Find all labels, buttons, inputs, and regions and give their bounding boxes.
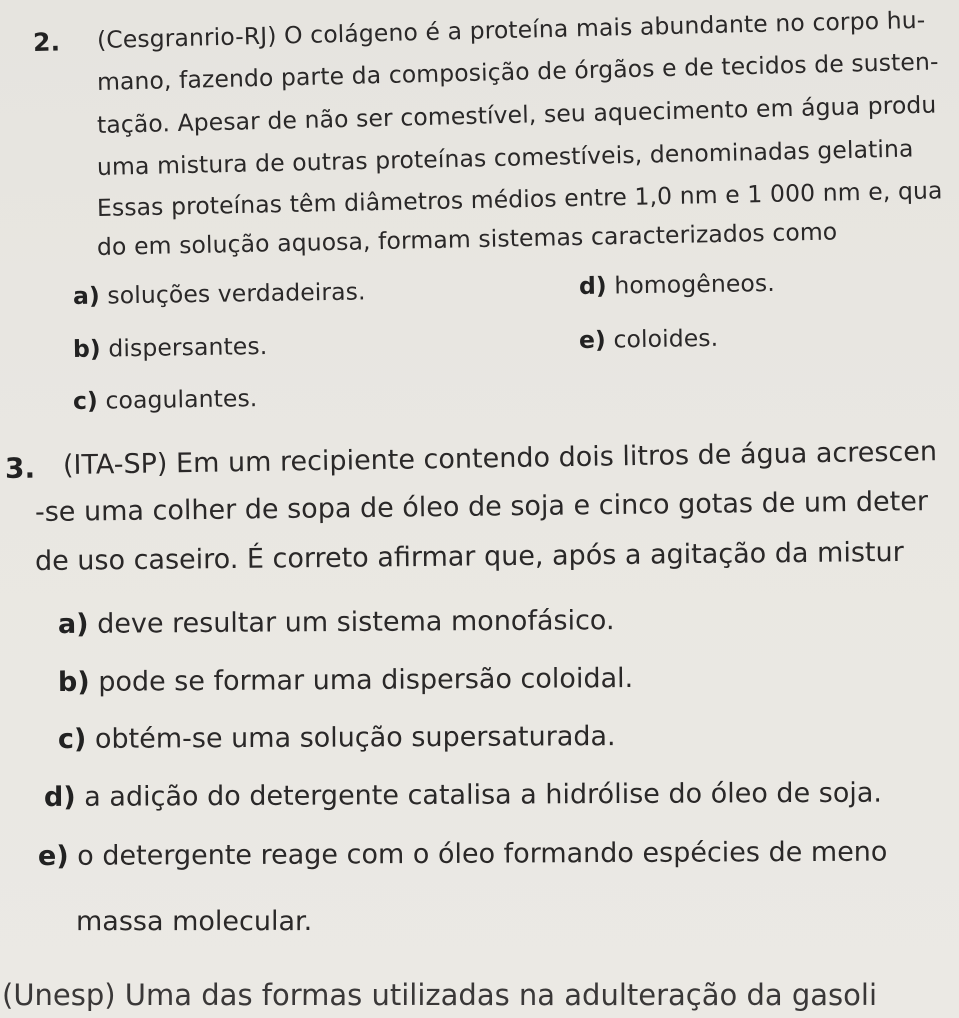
question-2-option-c bbox=[73, 384, 258, 415]
question-2-option-a bbox=[73, 277, 366, 310]
option-text: dispersantes. bbox=[108, 331, 268, 363]
option-text: pode se formar uma dispersão coloidal. bbox=[98, 662, 634, 698]
option-text: soluções verdadeiras. bbox=[107, 277, 366, 310]
question-2-line-1: (Cesgranrio-RJ) O colágeno é a proteína mais abundante no corpo hu- bbox=[96, 5, 926, 54]
option-text: a adição do detergente catalisa a hidrólise do óleo de soja. bbox=[84, 777, 883, 813]
question-3-option-e-continuation: massa molecular. bbox=[76, 906, 313, 937]
question-3-line-1: (ITA-SP) Em um recipiente contendo dois litros de água acrescen bbox=[62, 436, 938, 481]
next-question-partial bbox=[0, 978, 959, 1018]
question-3-line-2: -se uma colher de sopa de óleo de soja e cinco gotas de um deter bbox=[34, 486, 929, 528]
question-2-line-3: tação. Apesar de não ser comestível, seu aquecimento em água produ bbox=[96, 90, 937, 139]
question-2-line-4: uma mistura de outras proteínas comestíveis, denominadas gelatina bbox=[96, 134, 914, 181]
question-2-line-6: do em solução aquosa, formam sistemas caracterizados como bbox=[96, 217, 838, 261]
option-label: a) bbox=[72, 281, 101, 310]
question-2-number: 2. bbox=[32, 27, 61, 57]
question-2-line-2: mano, fazendo parte da composição de órgãos e de tecidos de susten- bbox=[96, 47, 939, 96]
question-3-option-d bbox=[44, 778, 882, 813]
option-label: c) bbox=[72, 386, 99, 415]
next-question-partial-text: (Unesp) Uma das formas utilizadas na adulteração da gasoli bbox=[2, 978, 878, 1012]
question-2-line-5: Essas proteínas têm diâmetros médios entre 1,0 nm e 1 000 nm e, qua bbox=[96, 176, 943, 222]
question-3-option-e bbox=[38, 837, 888, 872]
option-text: deve resultar um sistema monofásico. bbox=[97, 605, 615, 640]
option-label: c) bbox=[57, 723, 87, 755]
option-label: b) bbox=[72, 334, 101, 363]
question-3-option-c bbox=[58, 721, 616, 755]
option-text: coagulantes. bbox=[105, 384, 258, 415]
question-2-option-e bbox=[579, 324, 719, 354]
option-label: b) bbox=[57, 666, 90, 698]
option-label: a) bbox=[57, 608, 89, 640]
option-label: e) bbox=[37, 840, 69, 872]
question-3-number: 3. bbox=[4, 451, 36, 485]
question-3-line-3: de uso caseiro. É correto afirmar que, após a agitação da mistur bbox=[34, 536, 904, 577]
option-text: coloides. bbox=[613, 323, 719, 354]
option-text: obtém-se uma solução supersaturada. bbox=[94, 721, 616, 755]
option-label: d) bbox=[43, 781, 76, 813]
question-3-option-b bbox=[58, 663, 633, 698]
question-2-option-b bbox=[73, 332, 268, 363]
option-label: e) bbox=[578, 325, 607, 354]
question-3-option-a bbox=[58, 605, 615, 640]
option-text: homogêneos. bbox=[614, 268, 776, 300]
option-text: o detergente reage com o óleo formando espécies de meno bbox=[77, 836, 888, 872]
question-2-option-d bbox=[579, 269, 775, 300]
option-label: d) bbox=[578, 271, 607, 300]
